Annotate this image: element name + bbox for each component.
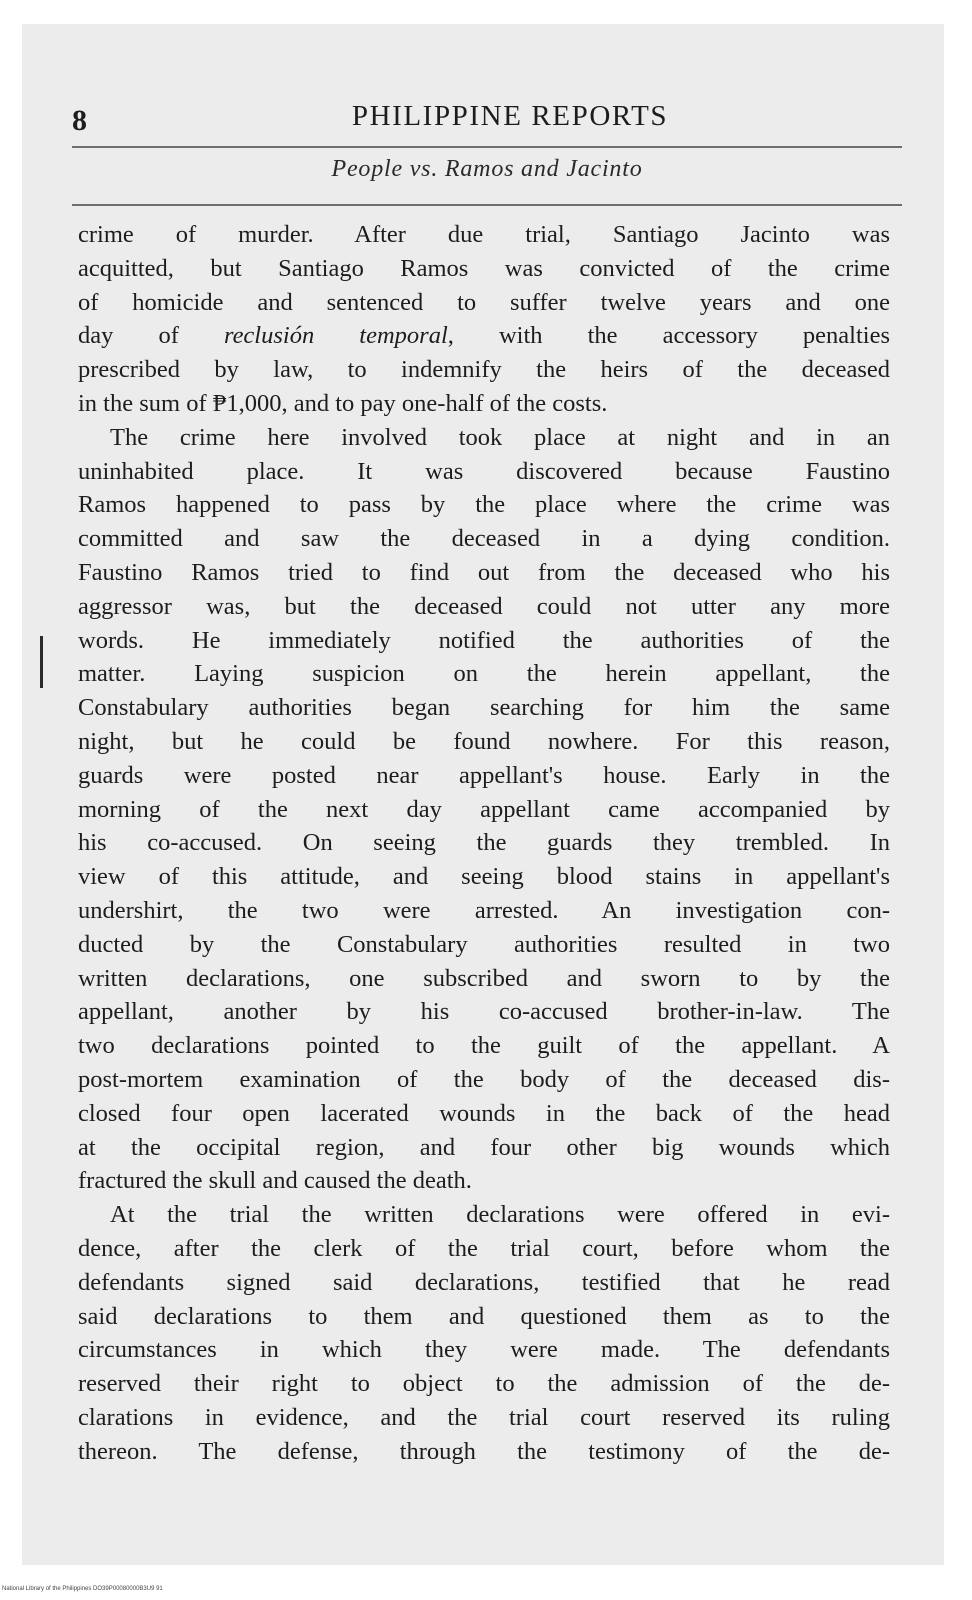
text-line: prescribed by law, to indemnify the heirs of the deceased bbox=[78, 356, 890, 384]
text-line: said declarations to them and questioned them as to the bbox=[78, 1302, 890, 1330]
text-line: morning of the next day appellant came accompanied by bbox=[78, 795, 890, 823]
text-line: appellant, another by his co-accused brother-in-law. The bbox=[78, 998, 890, 1026]
text-line: fractured the skull and caused the death. bbox=[78, 1167, 472, 1195]
text-line: Faustino Ramos tried to find out from the deceased who his bbox=[78, 558, 890, 586]
body-text bbox=[78, 218, 890, 1468]
text-line: in the sum of ₱1,000, and to pay one-half of the costs. bbox=[78, 389, 608, 417]
text-line: defendants signed said declarations, testified that he read bbox=[78, 1268, 890, 1296]
text-line: Ramos happened to pass by the place where the crime was bbox=[78, 491, 890, 519]
text-line: view of this attitude, and seeing blood stains in appellant's bbox=[78, 863, 890, 891]
text-line: circumstances in which they were made. The defendants bbox=[78, 1336, 890, 1364]
paragraph-3 bbox=[78, 1198, 890, 1468]
library-source-note: National Library of the Philippines DO39P00080000B3U9 91 bbox=[2, 1586, 163, 1592]
paragraph-2 bbox=[78, 421, 890, 1198]
text-line: crime of murder. After due trial, Santiago Jacinto was bbox=[78, 221, 890, 248]
header-rule-bottom bbox=[72, 204, 902, 206]
text-line: reserved their right to object to the admission of the de- bbox=[78, 1370, 890, 1398]
text-line: uninhabited place. It was discovered because Faustino bbox=[78, 457, 890, 485]
page-header bbox=[72, 98, 902, 138]
text-line: words. He immediately notified the authorities of the bbox=[78, 626, 890, 654]
text-line: thereon. The defense, through the testimony of the de- bbox=[78, 1437, 890, 1465]
text-line: matter. Laying suspicion on the herein appellant, the bbox=[78, 660, 890, 688]
text-line: aggressor was, but the deceased could not utter any more bbox=[78, 592, 890, 620]
text-line: night, but he could be found nowhere. For this reason, bbox=[78, 727, 890, 755]
text-line: At the trial the written declarations were offered in evi- bbox=[110, 1201, 890, 1229]
case-title: People vs. Ramos and Jacinto bbox=[331, 156, 643, 182]
journal-title: PHILIPPINE REPORTS bbox=[351, 100, 669, 132]
text-line: two declarations pointed to the guilt of the appellant. A bbox=[78, 1032, 890, 1060]
text-line: guards were posted near appellant's house. Early in the bbox=[78, 761, 890, 789]
text-line: of homicide and sentenced to suffer twelve years and one bbox=[78, 288, 890, 316]
text-line: closed four open lacerated wounds in the back of the head bbox=[78, 1099, 890, 1127]
header-rule-top bbox=[72, 146, 902, 148]
paragraph-1 bbox=[78, 218, 890, 421]
text-line: at the occipital region, and four other big wounds which bbox=[78, 1133, 890, 1161]
text-line: post-mortem examination of the body of the deceased dis- bbox=[78, 1065, 890, 1093]
text-line: written declarations, one subscribed and sworn to by the bbox=[78, 964, 890, 992]
text-line: Constabulary authorities began searching for him the same bbox=[78, 694, 890, 722]
italic-term: reclusión temporal bbox=[223, 322, 448, 350]
text-line: dence, after the clerk of the trial court, before whom the bbox=[78, 1234, 890, 1262]
text-line: The crime here involved took place at night and in an bbox=[110, 423, 890, 451]
text-line: acquitted, but Santiago Ramos was convicted of the crime bbox=[78, 254, 890, 282]
page-number: 8 bbox=[72, 104, 88, 137]
text-line: day of reclusión temporal, with the accessory penalties bbox=[78, 322, 890, 350]
scan-edge-mark bbox=[40, 636, 43, 688]
text-line: ducted by the Constabulary authorities resulted in two bbox=[78, 930, 890, 958]
text-line: committed and saw the deceased in a dying condition. bbox=[78, 525, 890, 553]
scanned-page bbox=[22, 24, 944, 1565]
text-line: clarations in evidence, and the trial court reserved its ruling bbox=[78, 1403, 890, 1431]
text-line: his co-accused. On seeing the guards they trembled. In bbox=[78, 829, 890, 857]
text-line: undershirt, the two were arrested. An investigation con- bbox=[78, 896, 890, 924]
